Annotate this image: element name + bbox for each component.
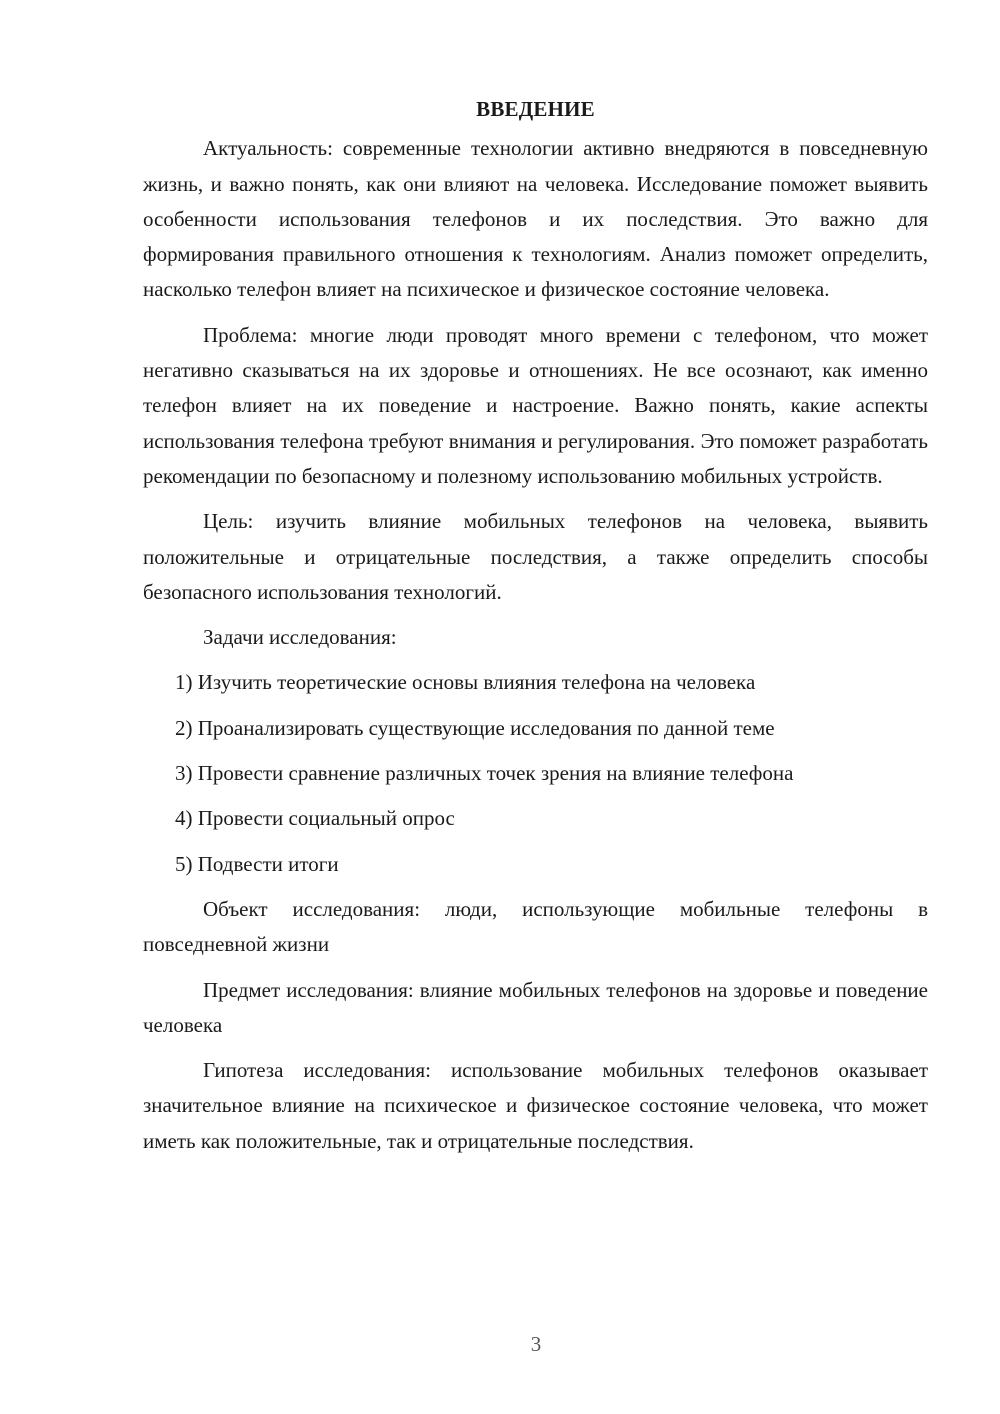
task-item-3: 3) Провести сравнение различных точек зрения на влияние телефона bbox=[175, 761, 794, 786]
tasks-list bbox=[143, 665, 928, 881]
paragraph-object: Объект исследования: люди, использующие мобильные телефоны в повседневной жизни bbox=[143, 896, 928, 957]
paragraph-subject: Предмет исследования: влияние мобильных телефонов на здоровье и поведение человека bbox=[143, 977, 928, 1037]
page-number: 3 bbox=[530, 1332, 542, 1356]
paragraph-relevance: Актуальность: современные технологии активно внедряются в повседневную жизнь, и важно понять, как они влияют на человека. Исследование поможет выявить особенности использования телефонов и их последствия. Это важно для формирования правильного отношения к технологиям. Анализ поможет определить, насколько телефон влияет на психическое и физическое состояние человека. bbox=[143, 136, 928, 302]
page-content bbox=[143, 92, 928, 1169]
task-item-2: 2) Проанализировать существующие исследования по данной теме bbox=[175, 715, 775, 740]
task-item-5: 5) Подвести итоги bbox=[175, 851, 339, 876]
task-item-1: 1) Изучить теоретические основы влияния телефона на человека bbox=[175, 670, 756, 695]
paragraph-goal: Цель: изучить влияние мобильных телефонов на человека, выявить положительные и отрицательные последствия, а также определить способы безопасного использования технологий. bbox=[143, 509, 928, 604]
paragraph-hypothesis: Гипотеза исследования: использование мобильных телефонов оказывает значительное влияние на психическое и физическое состояние человека, что может иметь как положительные, так и отрицательные последствия. bbox=[143, 1058, 928, 1153]
task-item-4: 4) Провести социальный опрос bbox=[175, 806, 455, 831]
paragraph-problem: Проблема: многие люди проводят много времени с телефоном, что может негативно сказываться на их здоровье и отношениях. Не все осознают, как именно телефон влияет на их поведение и настроение. Важно понять, какие аспекты использования телефона требуют внимания и регулирования. Это поможет разработать рекомендации по безопасному и полезному использованию мобильных устройств. bbox=[143, 322, 928, 488]
tasks-label: Задачи исследования: bbox=[203, 625, 397, 650]
page-title: ВВЕДЕНИЕ bbox=[476, 97, 595, 121]
